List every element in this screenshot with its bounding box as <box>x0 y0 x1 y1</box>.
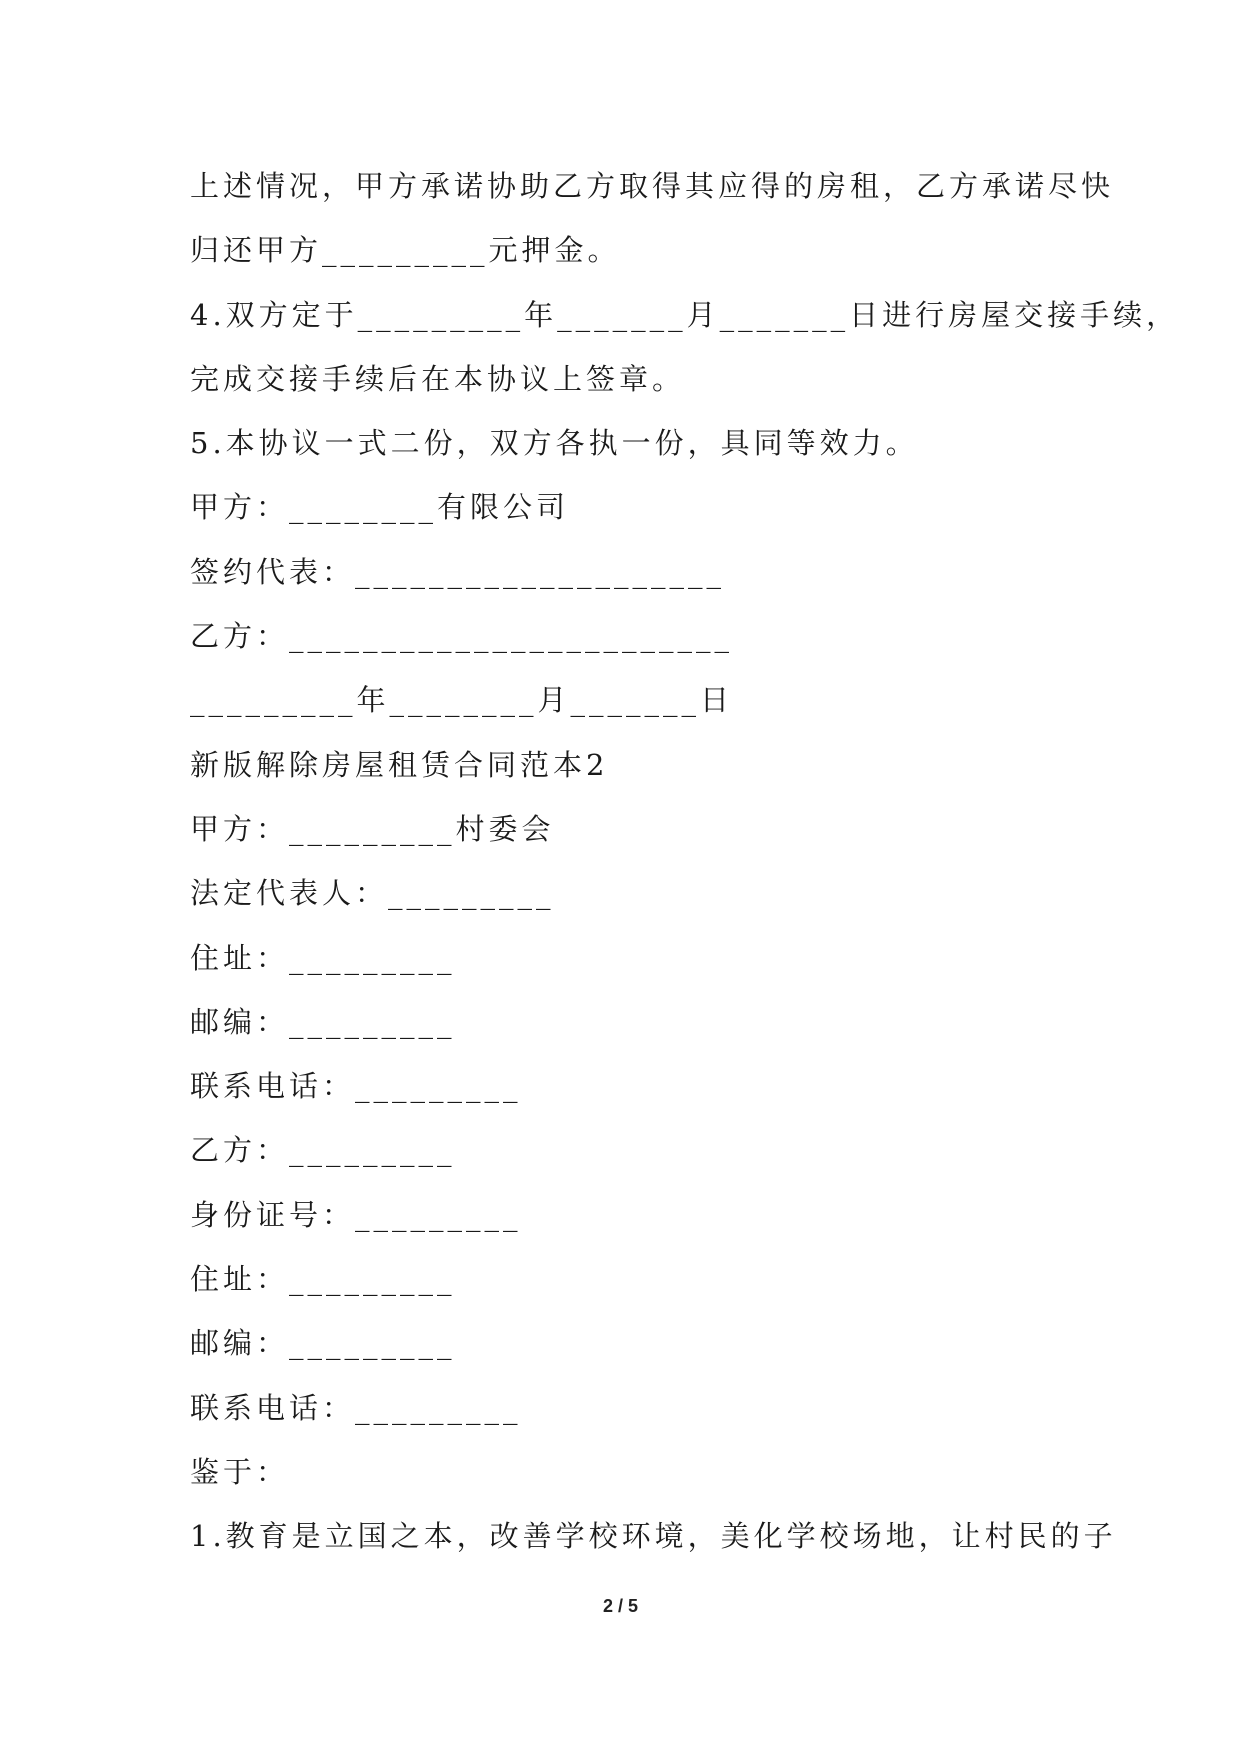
text-line: 归还甲方_________元押金。 <box>190 233 621 268</box>
text-line: 完成交接手续后在本协议上签章。 <box>190 361 686 396</box>
text-line: 4.双方定于_________年_______月_______日进行房屋交接手续， <box>190 297 1180 332</box>
postcode-line: 邮编：_________ <box>190 1004 456 1039</box>
postcode-line: 邮编：_________ <box>190 1326 456 1361</box>
section-title: 新版解除房屋租赁合同范本2 <box>190 747 609 782</box>
phone-line: 联系电话：_________ <box>190 1069 522 1104</box>
text-line: 上述情况，甲方承诺协助乙方取得其应得的房租，乙方承诺尽快 <box>190 169 1115 203</box>
party-b-line: 乙方：_________ <box>190 1133 456 1168</box>
text-line: 5.本协议一式二份，双方各执一份，具同等效力。 <box>190 426 919 461</box>
address-line: 住址：_________ <box>190 940 456 975</box>
address-line: 住址：_________ <box>190 1262 456 1297</box>
id-number-line: 身份证号：_________ <box>190 1197 522 1232</box>
date-line: _________年________月_______日 <box>190 683 734 718</box>
signing-representative-line: 签约代表：____________________ <box>190 554 726 589</box>
document-body <box>190 154 1180 1569</box>
whereas-heading: 鉴于： <box>190 1454 290 1489</box>
legal-representative-line: 法定代表人：_________ <box>190 876 555 911</box>
party-a-line: 甲方：_________村委会 <box>190 811 555 846</box>
party-a-company-line: 甲方：________有限公司 <box>190 490 570 525</box>
text-line: 1.教育是立国之本，改善学校环境，美化学校场地，让村民的子 <box>190 1519 1117 1554</box>
phone-line: 联系电话：_________ <box>190 1390 522 1425</box>
page-number: 2 / 5 <box>602 1596 639 1616</box>
party-b-line: 乙方：________________________ <box>190 619 734 654</box>
